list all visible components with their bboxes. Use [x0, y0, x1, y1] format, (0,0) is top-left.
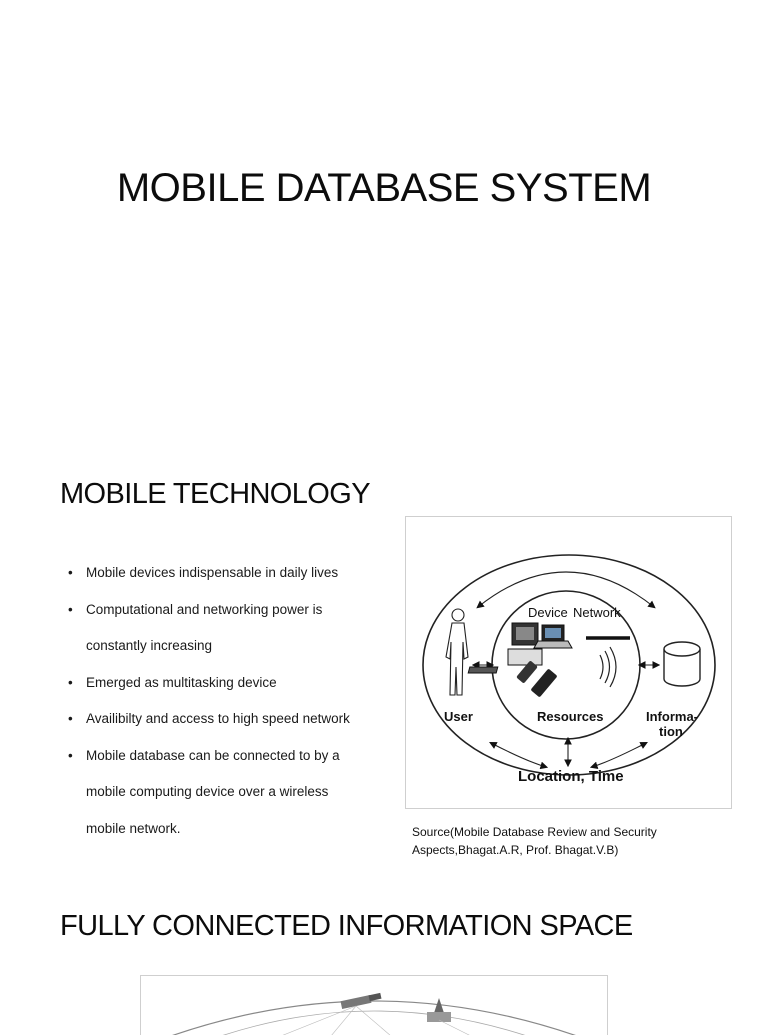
top-arrow — [478, 572, 654, 607]
globe-arc-inner — [221, 1011, 527, 1035]
bullet-dot: • — [68, 565, 73, 580]
bullet-text: Mobile devices indispensable in daily lives — [86, 565, 339, 580]
bullet-text: Emerged as multitasking device — [86, 674, 277, 690]
bullet-item — [66, 555, 386, 592]
bullet-item — [66, 592, 386, 665]
bullet-text-cont: mobile computing device over a wireless — [86, 784, 329, 799]
slide-fully-connected — [0, 880, 768, 1024]
bullet-text: Computational and networking power is — [86, 601, 323, 617]
slide-heading: MOBILE TECHNOLOGY — [60, 478, 370, 510]
label-device: Device — [528, 605, 568, 620]
laptop-icon — [534, 625, 572, 648]
label-user: User — [444, 709, 473, 724]
bullet-item — [66, 665, 386, 702]
wireless-signal-icon — [600, 647, 616, 687]
bullet-text: Mobile database can be connected to by a — [86, 747, 340, 763]
label-network: Network — [573, 605, 621, 620]
label-location-time: Location, Time — [518, 768, 624, 785]
bullet-text-cont: mobile network. — [86, 820, 181, 836]
slide-mobile-technology — [0, 440, 768, 880]
space-shuttle-icon — [427, 998, 451, 1022]
figure-caption — [412, 823, 712, 859]
location-arrow-right — [592, 743, 646, 767]
database-cylinder-icon — [664, 642, 700, 686]
label-resources: Resources — [537, 709, 604, 724]
bullet-item — [66, 738, 386, 848]
person-icon — [446, 609, 468, 695]
bullet-dot: • — [68, 711, 73, 726]
caption-line: Source(Mobile Database Review and Security — [412, 825, 657, 839]
bullet-text: Availibilty and access to high speed network — [86, 711, 350, 726]
globe-arc — [171, 1001, 577, 1035]
label-information-1: Informa- — [646, 709, 698, 724]
bullet-dot: • — [68, 674, 73, 690]
mobile-environment-diagram — [405, 516, 732, 809]
information-space-svg — [141, 976, 607, 1035]
bullet-list — [66, 555, 386, 847]
label-information-2: tion — [659, 724, 683, 739]
location-arrow-left — [491, 743, 546, 767]
slide-heading: FULLY CONNECTED INFORMATION SPACE — [60, 910, 633, 942]
bullet-dot: • — [68, 601, 73, 617]
mobile-phone-icon — [516, 660, 557, 697]
diagram-svg — [406, 517, 731, 808]
slide-title-heading: MOBILE DATABASE SYSTEM — [116, 166, 652, 210]
bullet-text-cont: constantly increasing — [86, 638, 213, 653]
caption-line: Aspects,Bhagat.A.R, Prof. Bhagat.V.B) — [412, 843, 619, 857]
information-space-diagram — [140, 975, 608, 1035]
bullet-dot: • — [68, 747, 73, 763]
bullet-item — [66, 701, 386, 738]
slide-title — [0, 0, 768, 440]
